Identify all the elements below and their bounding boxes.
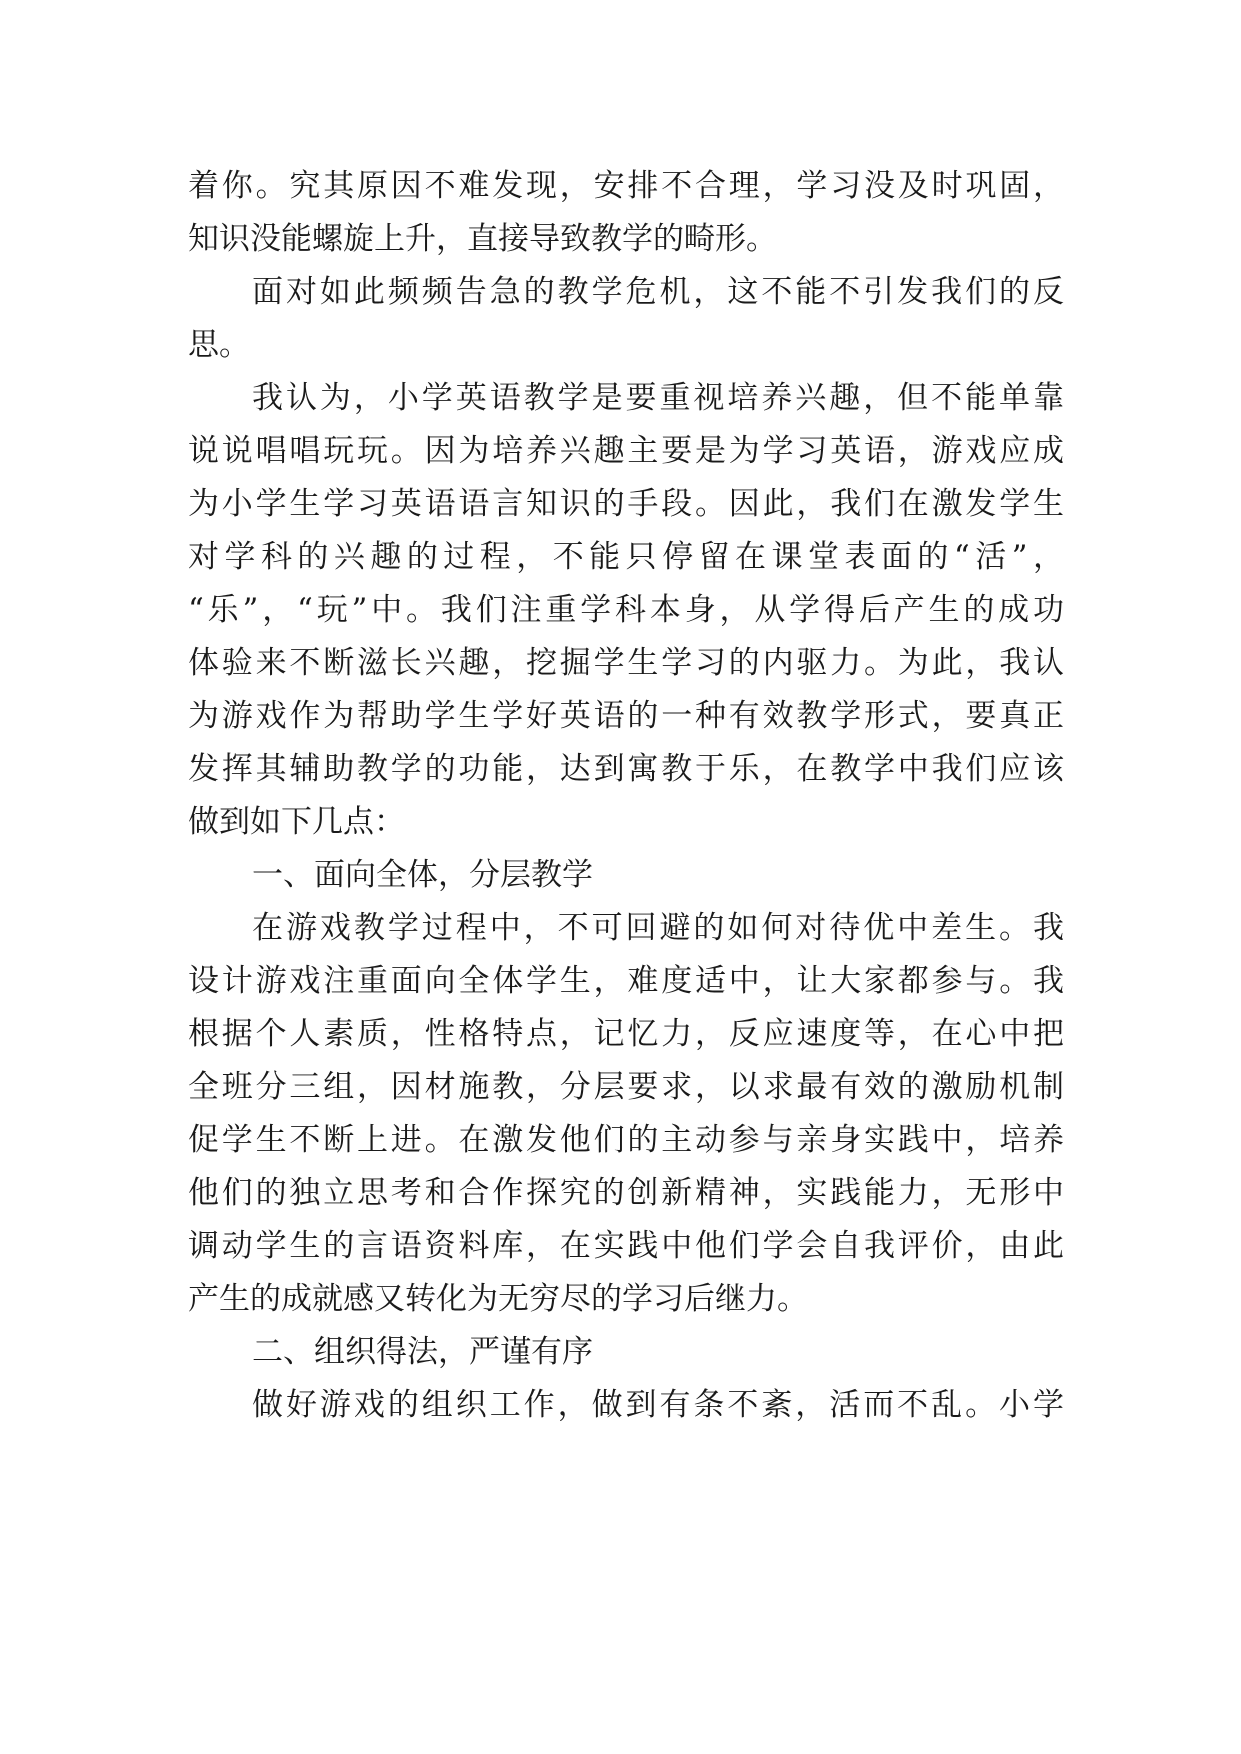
text-line: 二、组织得法，严谨有序 [252,1334,593,1370]
text-line: 说说唱唱玩玩。因为培养兴趣主要是为学习英语，游戏应成 [188,433,1064,469]
text-line: 促学生不断上进。在激发他们的主动参与亲身实践中，培养 [188,1122,1064,1158]
text-line: 全班分三组，因材施教，分层要求，以求最有效的激励机制 [188,1069,1064,1105]
text-line: 设计游戏注重面向全体学生，难度适中，让大家都参与。我 [188,963,1064,999]
text-line: 做好游戏的组织工作，做到有条不紊，活而不乱。小学 [252,1387,1064,1423]
text-line: 在游戏教学过程中，不可回避的如何对待优中差生。我 [252,910,1064,946]
text-line: 根据个人素质，性格特点，记忆力，反应速度等，在心中把 [188,1016,1064,1052]
text-line: 着你。究其原因不难发现，安排不合理，学习没及时巩固， [188,168,1064,204]
text-line: “乐”，“玩”中。我们注重学科本身，从学得后产生的成功 [188,592,1064,628]
body-text [188,160,1064,1432]
text-line: 调动学生的言语资料库，在实践中他们学会自我评价，由此 [188,1228,1064,1264]
text-line: 知识没能螺旋上升，直接导致教学的畸形。 [188,221,777,257]
text-line: 我认为，小学英语教学是要重视培养兴趣，但不能单靠 [252,380,1064,416]
text-line: 思。 [188,327,250,363]
text-line: 体验来不断滋长兴趣，挖掘学生学习的内驱力。为此，我认 [188,645,1064,681]
text-line: 面对如此频频告急的教学危机，这不能不引发我们的反 [252,274,1064,310]
text-line: 为小学生学习英语语言知识的手段。因此，我们在激发学生 [188,486,1064,522]
text-line: 为游戏作为帮助学生学好英语的一种有效教学形式，要真正 [188,698,1064,734]
text-line: 发挥其辅助教学的功能，达到寓教于乐，在教学中我们应该 [188,751,1064,787]
text-line: 一、面向全体，分层教学 [252,857,593,893]
text-line: 产生的成就感又转化为无穷尽的学习后继力。 [188,1281,808,1317]
text-line: 对学科的兴趣的过程，不能只停留在课堂表面的“活”， [188,539,1064,575]
text-line: 他们的独立思考和合作探究的创新精神，实践能力，无形中 [188,1175,1064,1211]
text-line: 做到如下几点： [188,804,405,840]
